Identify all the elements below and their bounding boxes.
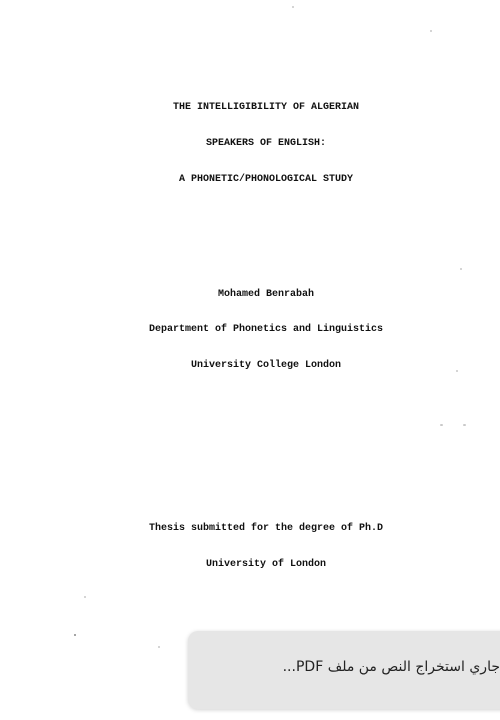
author-name: Mohamed Benrabah: [217, 289, 314, 300]
title-line-2: SPEAKERS OF ENGLISH:: [205, 138, 327, 149]
scan-speck: [456, 370, 458, 372]
scan-speck: [463, 424, 466, 426]
scan-speck: [74, 634, 76, 636]
scan-speck: [84, 596, 86, 598]
title-line-3: A PHONETIC/PHONOLOGICAL STUDY: [178, 174, 354, 185]
scan-speck: [430, 30, 432, 32]
scan-speck: [158, 646, 160, 648]
college-name: University College London: [190, 360, 342, 371]
scan-speck: [440, 424, 443, 426]
title-line-1: THE INTELLIGIBILITY OF ALGERIAN: [172, 102, 360, 113]
university-name: University of London: [205, 559, 327, 570]
degree-statement: Thesis submitted for the degree of Ph.D: [148, 523, 384, 534]
extraction-status-toast: [188, 631, 500, 709]
scan-speck: [460, 268, 462, 270]
department-name: Department of Phonetics and Linguistics: [148, 324, 384, 335]
scan-speck: [292, 6, 294, 8]
extraction-status-text: جاري استخراج النص من ملف PDF...: [282, 659, 500, 675]
